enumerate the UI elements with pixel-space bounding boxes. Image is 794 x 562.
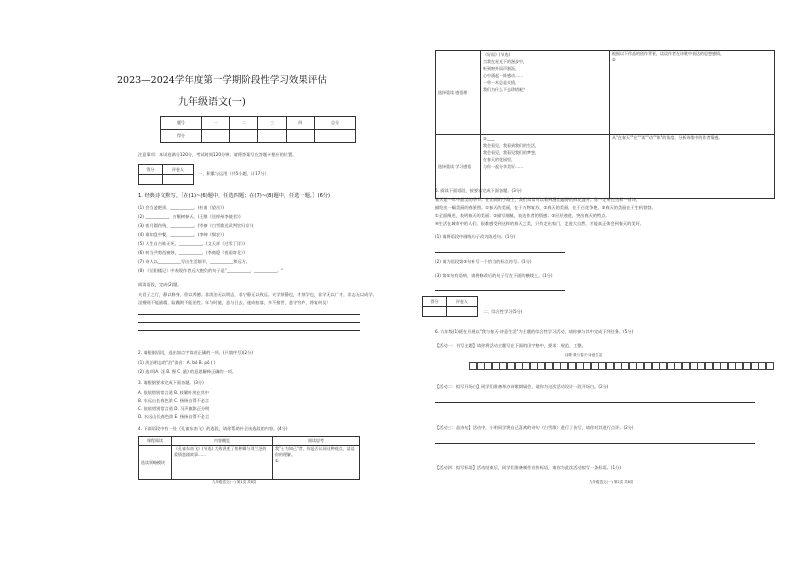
q3-option: B. 水远山长春色浓 C. 扬扬自得不必言 [138,398,210,403]
q6-activity: 【活动三：品诗句】活动中，小明同学将自己喜欢的诗句《白雪歌》进行了仿写，请你对其进行点评。(2分) [435,425,634,430]
table-header: 内容概览 [172,437,273,446]
grid-cell[interactable] [766,362,774,370]
score-table [160,116,356,143]
answer-line [138,330,360,331]
passage-line: 夫君子之行，静以修身，俭以养德。非淡泊无以明志，非宁静无以致远。夫学须静也，才须学也，非学无以广才，非志无以成学。 [138,292,377,297]
q3-stem: 3. 请根据要求完成下面各题。(3分) [138,380,204,385]
grader-name-label: 评卷人 [162,165,193,175]
table-line: 我会看见，我看到我们的生活， [483,143,539,148]
table-line: 我会看见，我看见我们的梦想， [483,150,539,155]
passage-line: 淫慢则不能励精，险躁则不能治性。年与时驰，意与日去，遂成枯落，多不接世，悲守穷庐，将复何及！ [138,300,331,305]
table-row-label: 选择重读 感悟理 [436,51,481,135]
table-thinking: 从"在春天""在""读""动""体"的角度，分析诗歌中的作者情感。 [610,135,775,199]
table-line: 听到窗外雨声淅沥， [483,66,519,71]
exam-subtitle: 九年级语文(一) [178,97,246,108]
score-cell[interactable] [230,130,258,143]
page-footer: 九年级语文(一) 第2页 共8页 [589,480,634,484]
score-row-label: 得分 [161,130,202,143]
score-header: 题号 [161,117,202,130]
q2-stem: 2. 请根据语段，选出加点字读音正确的一项。(只填序号)(2分) [138,350,254,355]
q3-option: C. 依依惜别常言道 D. 马声旗影正分明 [138,406,210,411]
grader-score-label: 得分 [423,297,447,307]
answer-line [138,314,360,315]
writing-grid[interactable] [469,362,773,370]
q3-option: D. 水远山长春色浓 E. 扬扬自得不必言 [138,414,210,419]
score-header: 二 [230,117,258,130]
answer-line [435,252,565,253]
page-footer: 九年级语文(一) 第1页 共8页 [212,480,257,484]
grader-box-2 [422,296,478,317]
score-header: 一 [201,117,229,130]
q1-item: (3) 夜月圆伤残，___________。(岑参《白雪歌送武判官归京》) [138,223,254,228]
q5-item: (3) 第⑤句有语病，请将修改后的句子写在下面的横线上。(1分) [435,273,553,278]
answer-line [435,402,755,403]
q5-body: ①全面阐述，表明春天的美丽；②描写细腻，表达作者的情感；③层层递进，突出春天的特点。 [435,213,610,218]
table-line: 在春天的花园里， [483,157,515,162]
score-header: 三 [258,117,286,130]
grader-name-cell[interactable] [162,175,193,185]
q1-stem: 1. 经典诗文默写。［在(1)~(6)题中，任选四题；在(7)~(8)题中，任选一题。］(6分) [138,193,331,199]
q5-body: ④生活在城市中的人们，很难感受到这样的春天之美，只有走出家门，走进大自然，才能真正体会到春天的美好。 [435,221,644,226]
score-header: 总分 [315,117,356,130]
table-thinking: 根据以下作品的创作背景，谈谈作者在诗歌中表达的思想感情。 [612,51,724,56]
table-content: 《孔雀东南飞》(节选) 大致讲述了焦仲卿与刘兰芝的爱情悲剧故事…… [172,446,273,480]
table-line: 《好雨》(节选) [483,52,511,57]
score-cell[interactable] [258,130,286,143]
q1-item: (1) 会当凌绝顶，___________。(杜甫《望岳》) [138,205,224,210]
q6-stem: 6. 九年级(1)班在开展以"我与春天·诗意生活"为主题的综合性学习活动，请你参与其中完成下列任务。(5分) [435,329,634,334]
grader-name-cell[interactable] [446,307,477,317]
answer-blank[interactable]: ① [275,458,279,463]
exam-title: 2023—2024学年度第一学期阶段性学习效果评估 [117,75,327,86]
q2-item: (1) 淡泊明志的"泊"读音：A. bó B. pō ( ) [138,360,216,365]
answer-line [138,322,360,323]
table-row-label: 选读领略模块 [139,446,172,480]
right-page [397,0,794,562]
table-line: 与你一起分享美好…… [483,164,523,169]
section1-heading: 一、积累与运用（共5小题，计17分） [198,171,269,176]
grader-score-label: 得分 [139,165,163,175]
score-header: 四 [286,117,314,130]
q1-item: (5) 人生自古谁无死，___________。(文天祥《过零丁洋》) [138,241,245,246]
q1-item: (7) 诗人以___________写出生活细节，___________和远方。 [138,259,250,264]
answer-blank[interactable]: ② [612,57,616,62]
q6-activity: 【活动一：书写主题】请你将活动主题写在下面的田字格中，要求：规范、工整。 [435,343,586,348]
q1-item: (8) 《岳阳楼记》中表现作者远大抱负的句子是"___________，___________。" [138,268,284,273]
q5-body: 描绘出一幅美丽的春景图。①春天的美丽，在于万物复苏，②春天的美丽，在于百花争艳，③春天的美丽在于生机勃勃。 [435,205,656,210]
q6-activity: 【活动二：拟写开场白】同学们准备举办诗歌朗诵会，请你为这次活动设计一段开场白。(2分) [435,384,609,389]
q5-item: (2) 请为语段第③句补写一个恰当的标点符号。(1分) [435,259,532,264]
q1-item: (6) 何当共剪西窗烛，___________。(李商隐《夜雨寄北》) [138,250,245,255]
table-thinking: 我"士为知己"者，你是否认同这种观点，谈谈你的理解。 [275,446,355,457]
table-line: 心中涌起一阵感动…… [483,73,523,78]
table-header: 阅读思考 [273,437,360,446]
notice: 注意事项：本试卷满分120分，考试时间120分钟。请将答案写在答题卡相应的位置。 [138,152,297,157]
q1-item: (4) 谁知盘中餐，___________。(李绅《悯农》) [138,232,224,237]
q5-body: 春天是一年中最美的季节。在山间的小路上，我们常常可以看到漫山遍野的鲜花盛开。你一定听过这样一首诗， [435,197,641,202]
grader-score-cell[interactable] [423,307,447,317]
table-line: ③____ [483,136,495,141]
table-line: 当我在星光下的漫步中， [483,59,527,64]
table-header: 课程阅读 [139,437,172,446]
table-line: 我们为什么不去珍惜呢？ [483,87,527,92]
q5-item: (1) 请将语段中画线句子改为陈述句。(1分) [435,234,516,239]
grid-title: 诗歌·我与春天·诗意生活 [565,353,603,357]
section2-heading: 二、综合性学习(5分) [483,309,523,314]
table-row-label: 选择重读 学习感悟 [436,135,481,199]
q6-activity: 【活动四：拟写标语】活动结束后，同学们准备制作宣传标语，请你为此次活动拟写一条标语。(1分) [435,465,621,470]
grader-score-cell[interactable] [139,175,163,185]
score-cell[interactable] [201,130,229,143]
grader-name-label: 评卷人 [446,297,477,307]
table-line: 一草一木总是关情， [483,80,519,85]
answer-line [435,443,755,444]
grader-box [138,164,194,185]
score-cell[interactable] [315,130,356,143]
passage-note: 阅读语段，完成(2)题。 [138,282,182,287]
reading-table-continued [435,50,775,199]
q1-item: (2) ___________，万壑树参天。(王维《送梓州李使君》) [138,214,241,219]
score-cell[interactable] [286,130,314,143]
q3-option: A. 依依惜别常言道 B. 枝繁叶茂在其中 [138,390,209,395]
q4-stem: 4. 下面语段中有一处《孔雀东南飞》的选段，请你帮助补全该选段的内容。(4分) [138,426,288,431]
q2-item: (2) 选项(A. 淫 B. 慢 C. 励) 的意思解释正确的一项。 [138,369,237,374]
answer-line [435,290,565,291]
q5-stem: 5. 阅读下面语段，按要求完成下面各题。(3分) [435,188,522,193]
reading-table [138,436,360,480]
